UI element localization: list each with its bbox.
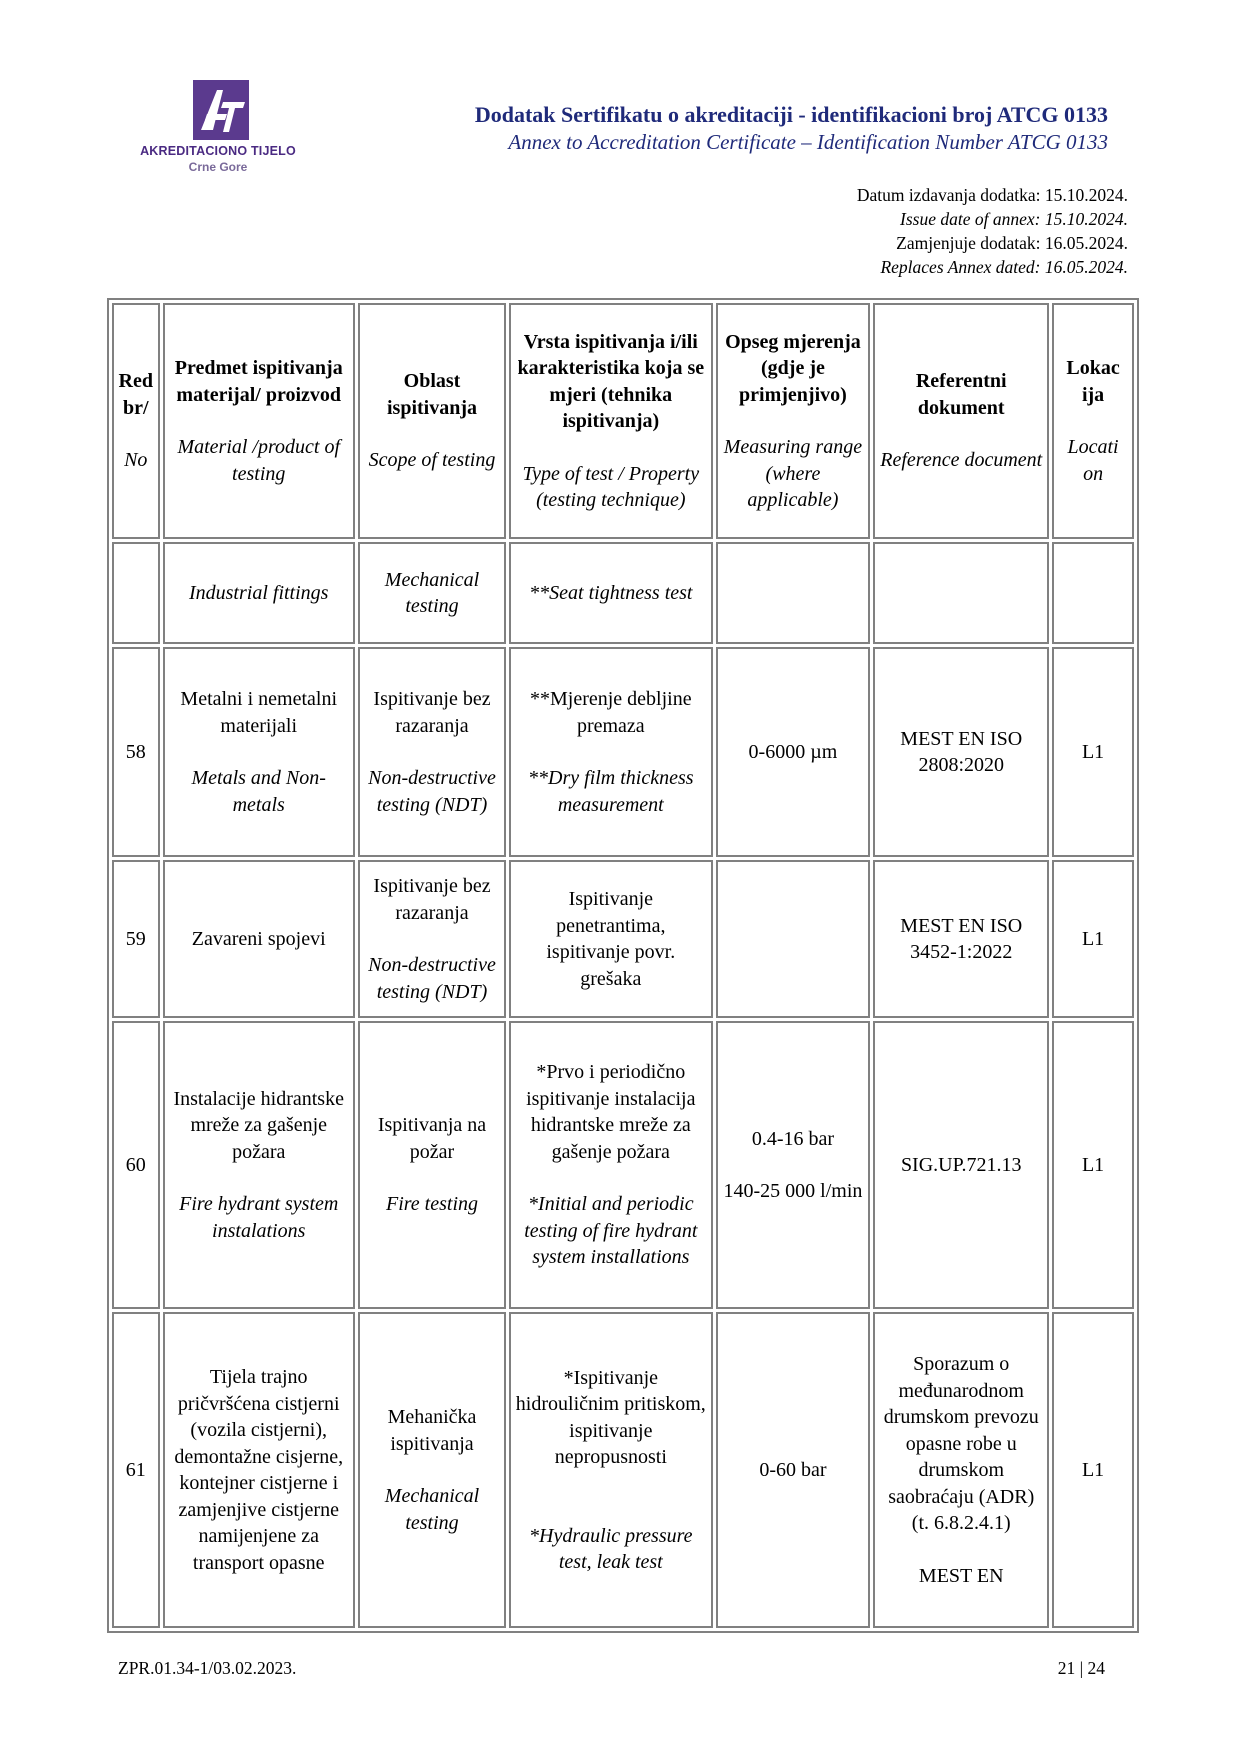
accreditation-logo-icon [193, 80, 249, 140]
header-scope: Oblast ispitivanja Scope of testing [358, 303, 506, 539]
cell-type: *Ispitivanje hidrouličnim pritiskom, ispitivanje nepropusnosti *Hydraulic pressure test, leak test [509, 1312, 712, 1628]
header-material: Predmet ispitivanja materijal/ proizvod Material /product of testing [163, 303, 355, 539]
cell-range: 0.4-16 bar 140-25 000 l/min [716, 1021, 871, 1309]
page-number: 21 | 24 [1057, 1658, 1105, 1678]
cell-scope: Ispitivanje bez razaranja Non-destructive testing (NDT) [358, 647, 506, 857]
cell-type: **Seat tightness test [509, 542, 712, 644]
header-range: Opseg mjerenja (gdje je primjenjivo) Measuring range (where applicable) [716, 303, 871, 539]
cell-location: L1 [1052, 1312, 1134, 1628]
cell-range [716, 542, 871, 644]
issue-date: Datum izdavanja dodatka: 15.10.2024. [856, 185, 1128, 205]
cell-location: L1 [1052, 860, 1134, 1018]
page-title: Dodatak Sertifikatu o akreditaciji - identifikacioni broj ATCG 0133 [474, 102, 1108, 127]
table-row [112, 542, 1134, 644]
cell-type: **Mjerenje debljine premaza **Dry film thickness measurement [509, 647, 712, 857]
logo [118, 80, 318, 180]
cell-range: 0-6000 µm [716, 647, 871, 857]
accreditation-scope-table [107, 298, 1139, 1633]
cell-material: Industrial fittings [163, 542, 355, 644]
header-location: Lokac ija Locati on [1052, 303, 1134, 539]
cell-material: Tijela trajno pričvršćena cistjerni (vozila cistjerni), demontažne cisjerne, kontejner cistjerne i zamjenjive cistjerne namijenjene za transport opasne [163, 1312, 355, 1628]
cell-scope: Mechanical testing [358, 542, 506, 644]
cell-no [112, 542, 160, 644]
cell-reference: MEST EN ISO 2808:2020 [873, 647, 1049, 857]
cell-no: 59 [112, 860, 160, 1018]
table-header-row [112, 303, 1134, 539]
cell-material: Instalacije hidrantske mreže za gašenje požara Fire hydrant system instalations [163, 1021, 355, 1309]
annex-dates [857, 183, 1128, 279]
cell-location: L1 [1052, 647, 1134, 857]
cell-scope: Ispitivanje bez razaranja Non-destructive testing (NDT) [358, 860, 506, 1018]
table-row [112, 860, 1134, 1018]
cell-location [1052, 542, 1134, 644]
document-code: ZPR.01.34-1/03.02.2023. [118, 1658, 297, 1678]
cell-reference [873, 542, 1049, 644]
cell-no: 61 [112, 1312, 160, 1628]
cell-type: Ispitivanje penetrantima, ispitivanje povr. grešaka [509, 860, 712, 1018]
cell-reference: MEST EN ISO 3452-1:2022 [873, 860, 1049, 1018]
cell-material: Zavareni spojevi [163, 860, 355, 1018]
cell-no: 60 [112, 1021, 160, 1309]
replaces-date: Zamjenjuje dodatak: 16.05.2024. [896, 233, 1128, 253]
header-no: Red br/ No [112, 303, 160, 539]
cell-reference: Sporazum o međunarodnom drumskom prevozu opasne robe u drumskom saobraćaju (ADR) (t. 6.8.2.4.1) MEST EN [873, 1312, 1049, 1628]
logo-org-country: Crne Gore [188, 160, 248, 174]
page-subtitle: Annex to Accreditation Certificate – Identification Number ATCG 0133 [508, 130, 1108, 154]
cell-location: L1 [1052, 1021, 1134, 1309]
table-row [112, 1021, 1134, 1309]
cell-reference: SIG.UP.721.13 [873, 1021, 1049, 1309]
cell-range: 0-60 bar [716, 1312, 871, 1628]
replaces-date-en: Replaces Annex dated: 16.05.2024. [880, 257, 1128, 277]
cell-material: Metalni i nemetalni materijali Metals and Non-metals [163, 647, 355, 857]
table-row [112, 1312, 1134, 1628]
cell-scope: Ispitivanja na požar Fire testing [358, 1021, 506, 1309]
cell-no: 58 [112, 647, 160, 857]
cell-type: *Prvo i periodično ispitivanje instalacija hidrantske mreže za gašenje požara *Initial and periodic testing of fire hydrant system installations [509, 1021, 712, 1309]
issue-date-en: Issue date of annex: 15.10.2024. [900, 209, 1128, 229]
header-type: Vrsta ispitivanja i/ili karakteristika koja se mjeri (tehnika ispitivanja) Type of test / Property (testing technique) [509, 303, 712, 539]
logo-org-name: AKREDITACIONO TIJELO [140, 144, 296, 158]
cell-range [716, 860, 871, 1018]
header-reference: Referentni dokument Reference document [873, 303, 1049, 539]
cell-scope: Mehanička ispitivanja Mechanical testing [358, 1312, 506, 1628]
table-row [112, 647, 1134, 857]
